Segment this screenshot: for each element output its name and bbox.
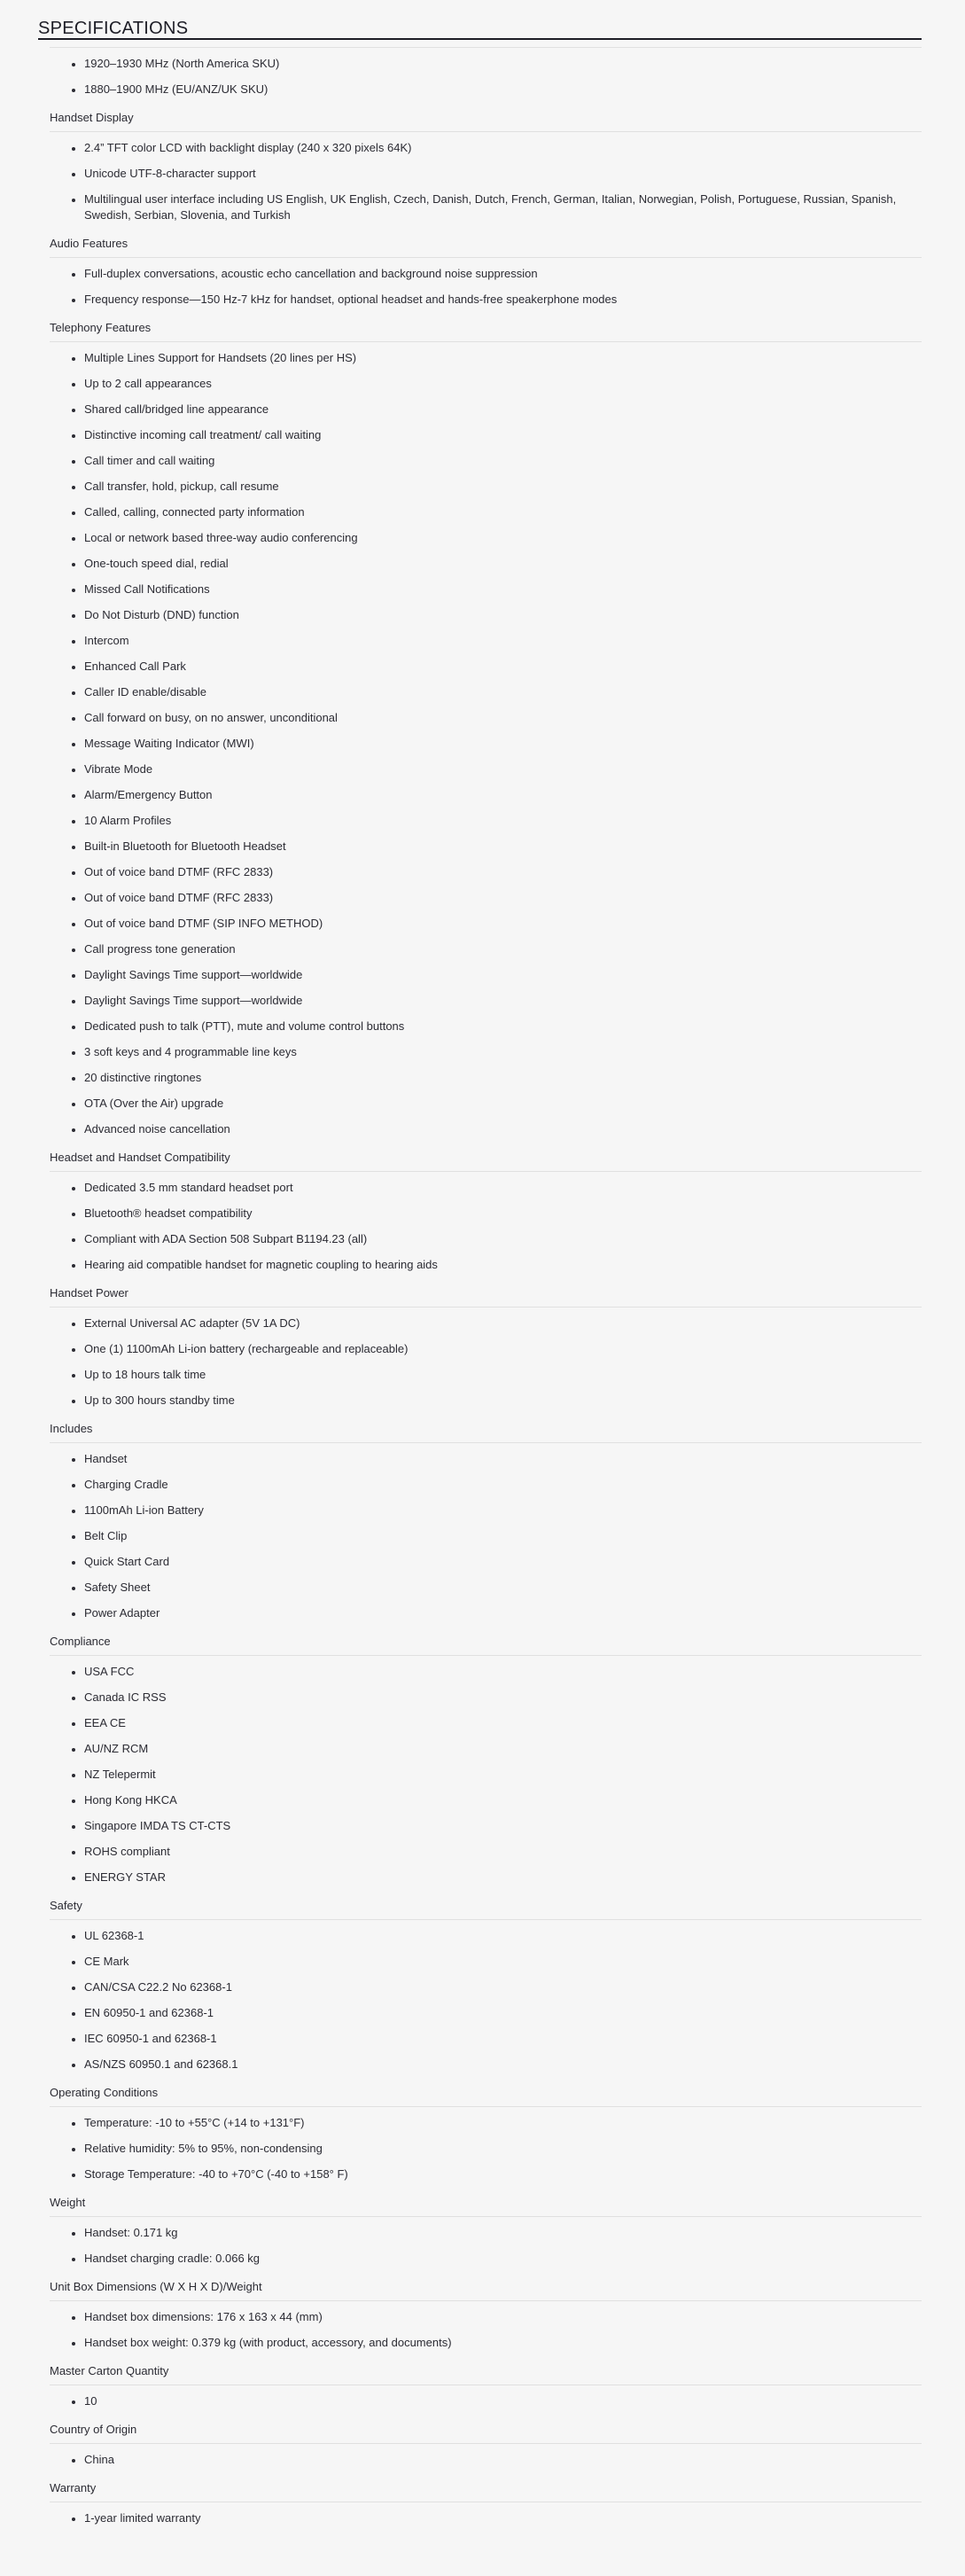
list-item: • 3 soft keys and 4 programmable line keys [84, 1039, 922, 1065]
section-list [50, 1443, 922, 1626]
list-item: • Up to 300 hours standby time [84, 1387, 922, 1413]
list-item: • CAN/CSA C22.2 No 62368-1 [84, 1974, 922, 2000]
list-item: • Dedicated 3.5 mm standard headset port [84, 1175, 922, 1200]
list-item: • Belt Clip [84, 1523, 922, 1549]
section-heading: Warranty [50, 2475, 922, 2502]
list-item: • 2.4” TFT color LCD with backlight display (240 x 320 pixels 64K) [84, 135, 922, 160]
list-item: • Unicode UTF-8-character support [84, 160, 922, 186]
list-item: • Out of voice band DTMF (SIP INFO METHOD) [84, 910, 922, 936]
list-item: • EEA CE [84, 1710, 922, 1736]
section-includes [50, 1416, 922, 1626]
list-item: • Call progress tone generation [84, 936, 922, 962]
list-item: • Out of voice band DTMF (RFC 2833) [84, 885, 922, 910]
section-list [50, 342, 922, 1142]
list-item: • External Universal AC adapter (5V 1A DC) [84, 1310, 922, 1336]
list-item: • Compliant with ADA Section 508 Subpart B1194.23 (all) [84, 1226, 922, 1252]
list-item: • Handset box weight: 0.379 kg (with product, accessory, and documents) [84, 2330, 922, 2355]
list-item: • Do Not Disturb (DND) function [84, 602, 922, 628]
intro-list [50, 48, 922, 102]
list-item: • Multiple Lines Support for Handsets (20 lines per HS) [84, 345, 922, 371]
section-country-of-origin [50, 2416, 922, 2472]
section-operating-conditions [50, 2080, 922, 2187]
list-item: • Frequency response—150 Hz-7 kHz for handset, optional headset and hands-free speakerphone modes [84, 286, 922, 312]
list-item: • Built-in Bluetooth for Bluetooth Headset [84, 833, 922, 859]
list-item: • Vibrate Mode [84, 756, 922, 782]
list-item: • Singapore IMDA TS CT-CTS [84, 1813, 922, 1838]
list-item: • Relative humidity: 5% to 95%, non-condensing [84, 2135, 922, 2161]
spec-sections [50, 105, 922, 2531]
list-item: • AS/NZS 60950.1 and 62368.1 [84, 2051, 922, 2077]
section-heading: Operating Conditions [50, 2080, 922, 2107]
list-item: • 10 [84, 2388, 922, 2414]
list-item: • Advanced noise cancellation [84, 1116, 922, 1142]
list-item: • Bluetooth® headset compatibility [84, 1200, 922, 1226]
section-heading: Headset and Handset Compatibility [50, 1144, 922, 1172]
section-handset-display [50, 105, 922, 228]
section-list [50, 258, 922, 312]
list-item: • Distinctive incoming call treatment/ call waiting [84, 422, 922, 448]
section-handset-power [50, 1280, 922, 1413]
section-list [50, 2502, 922, 2531]
list-item: • China [84, 2447, 922, 2472]
section-heading: Telephony Features [50, 315, 922, 342]
list-item: • 1880–1900 MHz (EU/ANZ/UK SKU) [84, 76, 922, 102]
list-item: • CE Mark [84, 1948, 922, 1974]
list-item: • Multilingual user interface including US English, UK English, Czech, Danish, Dutch, French, German, Italian, Norwegian, Polish, Portuguese, Russian, Spanish, Swedish, Serbian, Slovenia, and Turkish [84, 186, 922, 228]
list-item: • IEC 60950-1 and 62368-1 [84, 2026, 922, 2051]
section-heading: Weight [50, 2190, 922, 2217]
list-item: • Up to 2 call appearances [84, 371, 922, 396]
list-item: • Call timer and call waiting [84, 448, 922, 473]
section-heading: Country of Origin [50, 2416, 922, 2444]
list-item: • Call forward on busy, on no answer, unconditional [84, 705, 922, 730]
list-item: • USA FCC [84, 1659, 922, 1684]
list-item: • Power Adapter [84, 1600, 922, 1626]
section-heading: Unit Box Dimensions (W X H X D)/Weight [50, 2274, 922, 2301]
section-list [50, 1920, 922, 2077]
list-item: • Alarm/Emergency Button [84, 782, 922, 808]
list-item: • 20 distinctive ringtones [84, 1065, 922, 1090]
list-item: • Caller ID enable/disable [84, 679, 922, 705]
list-item: • EN 60950-1 and 62368-1 [84, 2000, 922, 2026]
list-item: • Missed Call Notifications [84, 576, 922, 602]
list-item: • Daylight Savings Time support—worldwide [84, 962, 922, 987]
list-item: • Handset charging cradle: 0.066 kg [84, 2245, 922, 2271]
list-item: • ENERGY STAR [84, 1864, 922, 1890]
list-item: • Daylight Savings Time support—worldwide [84, 987, 922, 1013]
section-heading: Master Carton Quantity [50, 2358, 922, 2385]
list-item: • Quick Start Card [84, 1549, 922, 1574]
section-safety [50, 1893, 922, 2077]
section-heading: Handset Power [50, 1280, 922, 1308]
list-item: • Message Waiting Indicator (MWI) [84, 730, 922, 756]
list-item: • Hong Kong HKCA [84, 1787, 922, 1813]
section-compliance [50, 1628, 922, 1890]
list-item: • OTA (Over the Air) upgrade [84, 1090, 922, 1116]
list-item: • NZ Telepermit [84, 1761, 922, 1787]
list-item: • 1-year limited warranty [84, 2505, 922, 2531]
section-unit-box-dimensions-w-x-h-x-d-weight [50, 2274, 922, 2355]
section-list [50, 1172, 922, 1277]
list-item: • One-touch speed dial, redial [84, 550, 922, 576]
section-master-carton-quantity [50, 2358, 922, 2414]
section-heading: Includes [50, 1416, 922, 1443]
section-telephony-features [50, 315, 922, 1142]
list-item: • AU/NZ RCM [84, 1736, 922, 1761]
specifications-content [50, 47, 922, 2531]
section-list [50, 1656, 922, 1890]
list-item: • Safety Sheet [84, 1574, 922, 1600]
list-item: • Storage Temperature: -40 to +70°C (-40 to +158° F) [84, 2161, 922, 2187]
list-item: • Handset box dimensions: 176 x 163 x 44 (mm) [84, 2304, 922, 2330]
list-item: • Out of voice band DTMF (RFC 2833) [84, 859, 922, 885]
list-item: • Charging Cradle [84, 1471, 922, 1497]
section-heading: Audio Features [50, 230, 922, 258]
list-item: • Intercom [84, 628, 922, 653]
list-item: • Shared call/bridged line appearance [84, 396, 922, 422]
list-item: • 1100mAh Li-ion Battery [84, 1497, 922, 1523]
section-list [50, 2301, 922, 2355]
list-item: • Local or network based three-way audio conferencing [84, 525, 922, 550]
list-item: • Full-duplex conversations, acoustic echo cancellation and background noise suppression [84, 261, 922, 286]
section-list [50, 2217, 922, 2271]
list-item: • Called, calling, connected party information [84, 499, 922, 525]
section-weight [50, 2190, 922, 2271]
section-warranty [50, 2475, 922, 2531]
section-list [50, 2107, 922, 2187]
section-heading: Handset Display [50, 105, 922, 132]
list-item: • Temperature: -10 to +55°C (+14 to +131°F) [84, 2110, 922, 2135]
list-item: • 1920–1930 MHz (North America SKU) [84, 51, 922, 76]
section-headset-and-handset-compatibility [50, 1144, 922, 1277]
list-item: • Hearing aid compatible handset for magnetic coupling to hearing aids [84, 1252, 922, 1277]
list-item: • Call transfer, hold, pickup, call resume [84, 473, 922, 499]
list-item: • Dedicated push to talk (PTT), mute and volume control buttons [84, 1013, 922, 1039]
page-title: SPECIFICATIONS [38, 18, 922, 40]
section-list [50, 2444, 922, 2472]
section-list [50, 132, 922, 228]
list-item: • Canada IC RSS [84, 1684, 922, 1710]
section-list [50, 2385, 922, 2414]
list-item: • 10 Alarm Profiles [84, 808, 922, 833]
list-item: • ROHS compliant [84, 1838, 922, 1864]
section-audio-features [50, 230, 922, 312]
list-item: • UL 62368-1 [84, 1923, 922, 1948]
list-item: • Handset [84, 1446, 922, 1471]
section-heading: Compliance [50, 1628, 922, 1656]
list-item: • Up to 18 hours talk time [84, 1362, 922, 1387]
section-heading: Safety [50, 1893, 922, 1920]
section-list [50, 1308, 922, 1413]
list-item: • Handset: 0.171 kg [84, 2220, 922, 2245]
list-item: • One (1) 1100mAh Li-ion battery (rechargeable and replaceable) [84, 1336, 922, 1362]
list-item: • Enhanced Call Park [84, 653, 922, 679]
